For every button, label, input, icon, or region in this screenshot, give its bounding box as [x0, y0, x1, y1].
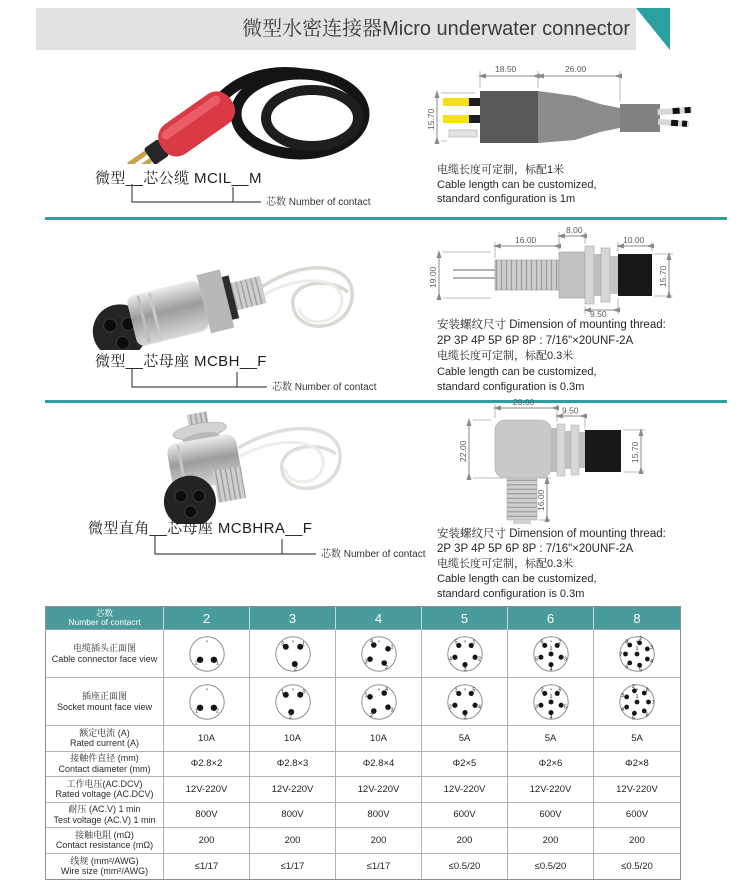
table-cell: 200	[508, 828, 594, 854]
callout-number-of-contact: 芯数 Number of contact	[266, 197, 371, 208]
model-code-bracket	[88, 536, 488, 562]
svg-text:1: 1	[635, 645, 639, 652]
row-label: 电缆插头正面图 Cable connector face view	[46, 630, 164, 678]
notes-rightangle: 安装螺纹尺寸 Dimension of mounting thread: 2P 3P 4P 5P 6P 8P : 7/16"×20UNF-2A 电缆长度可定制，标配0.3米 Cable length can be customized, standard configuration is 0.3m	[437, 528, 666, 600]
svg-text:4: 4	[477, 704, 481, 711]
corner-triangle	[636, 8, 670, 50]
table-cell: 10A	[164, 726, 250, 752]
row-label: 线规 (mm²/AWG) Wire size (mm²/AWG)	[46, 854, 164, 880]
svg-text:5: 5	[563, 704, 567, 711]
table-cell: 12V-220V	[250, 777, 336, 803]
svg-text:4: 4	[369, 638, 373, 645]
pin-diagram	[531, 634, 571, 674]
table-cell	[422, 630, 508, 678]
table-cell	[594, 678, 680, 726]
svg-text:4: 4	[649, 658, 654, 665]
column-header: 2	[164, 607, 250, 630]
svg-text:4: 4	[548, 714, 553, 721]
model-code-bracket	[95, 369, 440, 395]
svg-text:6: 6	[540, 639, 544, 646]
model-code-mcbh: 微型__芯母座 MCBH__F	[95, 353, 267, 370]
svg-text:6: 6	[645, 711, 649, 718]
pin-diagram	[445, 682, 485, 722]
pin-diagram	[273, 682, 313, 722]
svg-text:2: 2	[631, 683, 635, 690]
svg-text:6: 6	[557, 687, 561, 694]
svg-text:4: 4	[448, 656, 452, 663]
svg-text:2: 2	[194, 660, 198, 667]
table-cell: Φ2×6	[508, 752, 594, 778]
svg-text:1: 1	[280, 688, 284, 695]
dim-label: 9.50	[590, 309, 607, 318]
column-header: 3	[250, 607, 336, 630]
svg-text:5: 5	[534, 656, 538, 663]
pin-diagram	[617, 682, 657, 722]
svg-text:2: 2	[369, 712, 373, 719]
table-cell: 10A	[250, 726, 336, 752]
row-label: 插座正面图 Socket mount face view	[46, 678, 164, 726]
pin-diagram	[359, 634, 399, 674]
table-cell: ≤0.5/20	[422, 854, 508, 880]
table-cell: 12V-220V	[422, 777, 508, 803]
svg-text:2: 2	[477, 656, 481, 663]
row-label: 接触件直径 (mm) Contact diameter (mm)	[46, 752, 164, 778]
svg-text:2: 2	[557, 639, 561, 646]
callout-number-of-contact: 芯数 Number of contact	[321, 549, 426, 560]
notes-plug: 电缆长度可定制，标配1米 Cable length can be customized, standard configuration is 1m	[437, 164, 597, 205]
column-header: 8	[594, 607, 680, 630]
column-header: 4	[336, 607, 422, 630]
product-photo-mcil	[88, 60, 388, 164]
dim-label: 9.50	[562, 405, 579, 416]
svg-text:2: 2	[215, 708, 219, 715]
table-cell: 200	[164, 828, 250, 854]
table-cell: ≤1/17	[336, 854, 422, 880]
table-cell: 600V	[594, 803, 680, 829]
table-cell: ≤0.5/20	[508, 854, 594, 880]
table-cell	[336, 630, 422, 678]
svg-text:1: 1	[363, 691, 368, 698]
model-code-bracket	[95, 184, 440, 210]
svg-text:2: 2	[448, 704, 452, 711]
tech-drawing-plug	[425, 58, 715, 163]
dim-label: 20.00	[513, 398, 535, 407]
svg-text:1: 1	[548, 645, 553, 652]
table-cell	[508, 678, 594, 726]
svg-text:3: 3	[563, 656, 567, 663]
spec-table	[45, 606, 681, 880]
pin-diagram	[617, 634, 657, 674]
pin-diagram	[273, 634, 313, 674]
svg-text:5: 5	[471, 687, 475, 694]
table-cell: Φ2.8×4	[336, 752, 422, 778]
table-cell: 12V-220V	[164, 777, 250, 803]
svg-text:3: 3	[534, 704, 538, 711]
product-photo-mcbh	[62, 236, 362, 350]
svg-text:6: 6	[625, 663, 629, 670]
svg-text:2: 2	[540, 687, 544, 694]
model-code-mcbhra: 微型直角__芯母座 MCBHRA__F	[88, 520, 313, 537]
table-cell	[164, 630, 250, 678]
table-corner-label: 芯数 Number of contacrt	[46, 607, 164, 630]
table-cell: 600V	[508, 803, 594, 829]
svg-text:7: 7	[651, 699, 655, 706]
svg-text:2: 2	[293, 665, 297, 672]
page-title: 微型水密连接器Micro underwater connector	[242, 18, 630, 40]
svg-text:3: 3	[620, 692, 625, 699]
table-cell: 200	[336, 828, 422, 854]
dim-label: 26.00	[565, 64, 587, 74]
svg-text:3: 3	[280, 640, 284, 647]
svg-text:1: 1	[635, 693, 639, 700]
svg-text:2: 2	[288, 713, 292, 720]
svg-text:8: 8	[645, 686, 649, 693]
table-cell: 5A	[508, 726, 594, 752]
table-cell: 200	[422, 828, 508, 854]
svg-text:5: 5	[639, 667, 643, 674]
column-header: 5	[422, 607, 508, 630]
svg-text:7: 7	[619, 651, 623, 658]
table-cell: 800V	[336, 803, 422, 829]
section-divider	[45, 217, 727, 220]
table-cell: 12V-220V	[508, 777, 594, 803]
svg-text:4: 4	[548, 666, 553, 673]
table-cell: ≤1/17	[250, 854, 336, 880]
table-cell: Φ2.8×2	[164, 752, 250, 778]
svg-text:3: 3	[363, 658, 368, 665]
dim-label: 8.00	[566, 226, 583, 235]
svg-text:3: 3	[389, 706, 394, 713]
dim-label: 15.70	[658, 265, 668, 287]
table-cell	[594, 630, 680, 678]
svg-text:1: 1	[215, 660, 219, 667]
table-cell: 200	[594, 828, 680, 854]
dim-label: 16.00	[515, 235, 537, 245]
table-cell: 12V-220V	[594, 777, 680, 803]
pin-diagram	[445, 634, 485, 674]
svg-text:1: 1	[389, 643, 394, 650]
pin-diagram	[187, 634, 227, 674]
svg-text:1: 1	[454, 687, 458, 694]
table-cell: 5A	[594, 726, 680, 752]
svg-text:1: 1	[548, 693, 553, 700]
table-cell: 800V	[250, 803, 336, 829]
title-bar	[36, 8, 636, 50]
table-cell: 5A	[422, 726, 508, 752]
table-cell: 10A	[336, 726, 422, 752]
table-cell: 600V	[422, 803, 508, 829]
table-cell: Φ2×8	[594, 752, 680, 778]
svg-text:3: 3	[462, 714, 467, 721]
table-cell: ≤0.5/20	[621, 860, 653, 872]
row-label: 接触电阻 (mΩ) Contact resistance (mΩ)	[46, 828, 164, 854]
table-cell	[336, 678, 422, 726]
svg-text:2: 2	[639, 635, 643, 642]
svg-text:5: 5	[454, 639, 458, 646]
product-photo-mcbhra	[88, 406, 378, 524]
table-cell	[508, 630, 594, 678]
row-label: 工作电压(AC.DCV) Rated voltage (AC.DCV)	[46, 777, 164, 803]
callout-number-of-contact: 芯数 Number of contact	[272, 382, 377, 393]
pin-diagram	[359, 682, 399, 722]
dim-label: 19.00	[428, 266, 438, 288]
dim-label: 15.70	[630, 441, 640, 463]
table-cell: ≤1/17	[164, 854, 250, 880]
svg-text:1: 1	[194, 708, 198, 715]
table-cell	[422, 678, 508, 726]
pin-diagram	[531, 682, 571, 722]
pin-diagram	[187, 682, 227, 722]
dim-label: 15.70	[426, 108, 436, 130]
svg-text:8: 8	[625, 638, 629, 645]
model-code-mcil: 微型__芯公缆 MCIL__M	[95, 170, 262, 187]
table-cell	[250, 630, 336, 678]
svg-text:1: 1	[301, 640, 305, 647]
tech-drawing-rightangle	[435, 398, 735, 528]
dim-label: 18.50	[495, 64, 517, 74]
svg-text:3: 3	[301, 688, 305, 695]
table-cell: 800V	[164, 803, 250, 829]
dim-label: 22.00	[458, 440, 468, 462]
svg-text:5: 5	[631, 715, 635, 722]
table-cell: Φ2.8×3	[250, 752, 336, 778]
svg-text:3: 3	[649, 644, 654, 651]
svg-text:1: 1	[471, 639, 475, 646]
tech-drawing-bulkhead	[425, 226, 715, 318]
table-cell	[164, 678, 250, 726]
notes-bulkhead: 安装螺纹尺寸 Dimension of mounting thread: 2P 3P 4P 5P 6P 8P : 7/16"×20UNF-2A 电缆长度可定制，标配0.3米 Cable length can be customized, standard configuration is 0.3m	[437, 319, 666, 393]
svg-text:2: 2	[384, 664, 388, 671]
table-cell	[250, 678, 336, 726]
table-cell: Φ2×5	[422, 752, 508, 778]
dim-label: 16.00	[536, 489, 546, 511]
svg-text:3: 3	[462, 666, 467, 673]
svg-text:4: 4	[620, 706, 625, 713]
row-label: 耐压 (AC.V) 1 min Test voltage (AC.V) 1 min	[46, 803, 164, 829]
table-cell: 12V-220V	[336, 777, 422, 803]
row-label: 额定电流 (A) Rated current (A)	[46, 726, 164, 752]
table-cell: 200	[250, 828, 336, 854]
svg-text:4: 4	[384, 686, 388, 693]
column-header: 6	[508, 607, 594, 630]
dim-label: 10.00	[623, 235, 645, 245]
